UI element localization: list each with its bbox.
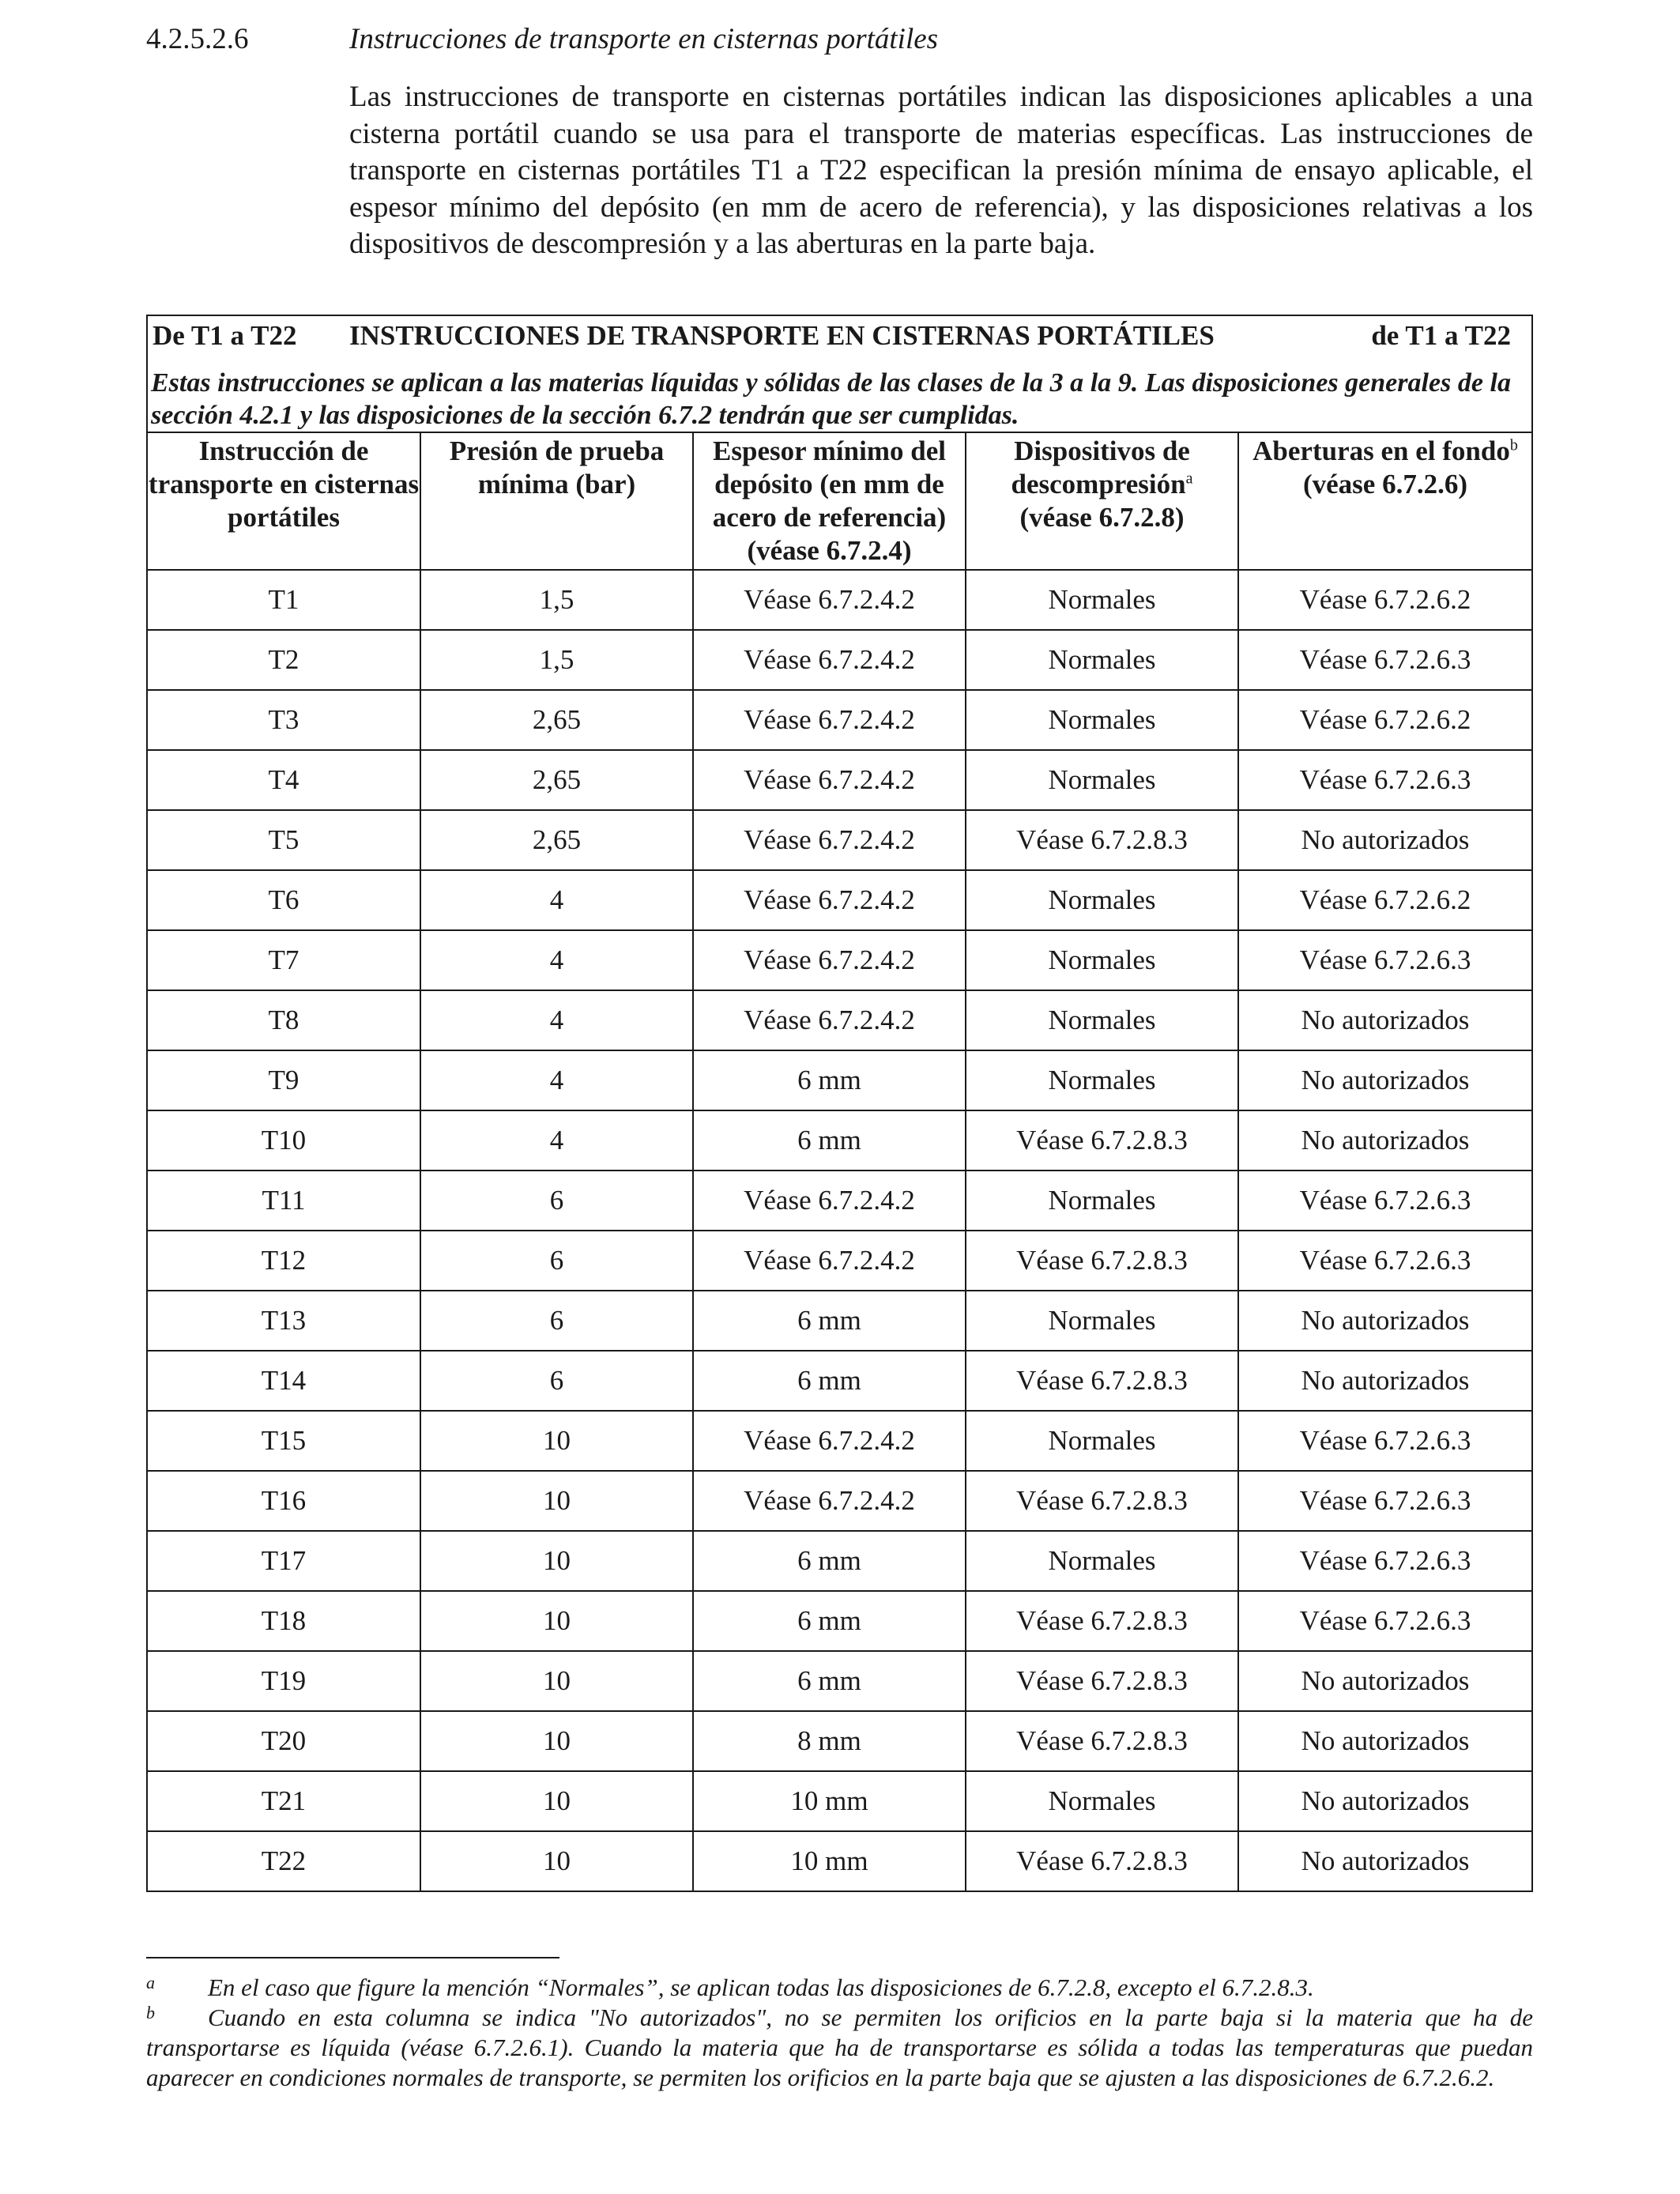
- cell-test-pressure: 6: [420, 1351, 693, 1411]
- cell-pressure-relief: Normales: [966, 1291, 1238, 1351]
- cell-instruction: T9: [148, 1050, 420, 1110]
- section-heading: [146, 22, 1553, 65]
- instructions-table: [146, 315, 1533, 1892]
- cell-pressure-relief: Véase 6.7.2.8.3: [966, 1711, 1238, 1771]
- cell-test-pressure: 1,5: [420, 630, 693, 690]
- cell-pressure-relief: Normales: [966, 1050, 1238, 1110]
- cell-pressure-relief: Normales: [966, 870, 1238, 930]
- cell-pressure-relief: Normales: [966, 1411, 1238, 1471]
- cell-bottom-openings: Véase 6.7.2.6.2: [1238, 570, 1531, 630]
- cell-bottom-openings: Véase 6.7.2.6.3: [1238, 1591, 1531, 1651]
- cell-instruction: T6: [148, 870, 420, 930]
- cell-test-pressure: 4: [420, 1110, 693, 1171]
- banner-title: INSTRUCCIONES DE TRANSPORTE EN CISTERNAS PORTÁTILES: [349, 320, 1215, 351]
- cell-bottom-openings: No autorizados: [1238, 1291, 1531, 1351]
- cell-instruction: T17: [148, 1531, 420, 1591]
- header-row: [148, 432, 1531, 570]
- cell-test-pressure: 10: [420, 1771, 693, 1831]
- cell-instruction: T12: [148, 1231, 420, 1291]
- table-note: Estas instrucciones se aplican a las materias líquidas y sólidas de las clases de la 3 a la 9. Las disposiciones generales de la sección 4.2.1 y las disposiciones de la sección 6.7.2 tendrán que ser cumplidas.: [151, 368, 1511, 430]
- header-bottom-openings: Aberturas en el fondo$^b$ (véase 6.7.2.6): [1238, 432, 1531, 570]
- cell-shell-thickness: Véase 6.7.2.4.2: [693, 570, 966, 630]
- table-row: [148, 1231, 1531, 1291]
- table-banner: [148, 316, 1531, 367]
- cell-instruction: T19: [148, 1651, 420, 1711]
- cell-shell-thickness: Véase 6.7.2.4.2: [693, 870, 966, 930]
- cell-shell-thickness: Véase 6.7.2.4.2: [693, 930, 966, 990]
- cell-shell-thickness: Véase 6.7.2.4.2: [693, 690, 966, 750]
- cell-bottom-openings: No autorizados: [1238, 1771, 1531, 1831]
- cell-instruction: T16: [148, 1471, 420, 1531]
- header-instruction: Instrucción de transporte en cisternas portátiles: [148, 432, 420, 570]
- cell-shell-thickness: 6 mm: [693, 1291, 966, 1351]
- table-row: [148, 1110, 1531, 1171]
- cell-instruction: T1: [148, 570, 420, 630]
- cell-bottom-openings: No autorizados: [1238, 1110, 1531, 1171]
- table-row: [148, 1471, 1531, 1531]
- cell-instruction: T14: [148, 1351, 420, 1411]
- table-row: [148, 1591, 1531, 1651]
- cell-pressure-relief: Normales: [966, 750, 1238, 810]
- table-row: [148, 750, 1531, 810]
- cell-test-pressure: 4: [420, 870, 693, 930]
- cell-pressure-relief: Normales: [966, 630, 1238, 690]
- cell-test-pressure: 10: [420, 1471, 693, 1531]
- cell-pressure-relief: Normales: [966, 1771, 1238, 1831]
- cell-test-pressure: 10: [420, 1411, 693, 1471]
- cell-instruction: T21: [148, 1771, 420, 1831]
- cell-bottom-openings: Véase 6.7.2.6.3: [1238, 1531, 1531, 1591]
- table-row: [148, 1411, 1531, 1471]
- table-row: [148, 1351, 1531, 1411]
- cell-test-pressure: 10: [420, 1651, 693, 1711]
- cell-shell-thickness: 8 mm: [693, 1711, 966, 1771]
- cell-shell-thickness: Véase 6.7.2.4.2: [693, 1411, 966, 1471]
- table-row: [148, 1531, 1531, 1591]
- cell-test-pressure: 1,5: [420, 570, 693, 630]
- cell-shell-thickness: Véase 6.7.2.4.2: [693, 1231, 966, 1291]
- cell-bottom-openings: Véase 6.7.2.6.3: [1238, 1411, 1531, 1471]
- cell-shell-thickness: Véase 6.7.2.4.2: [693, 810, 966, 870]
- cell-instruction: T10: [148, 1110, 420, 1171]
- table-row: [148, 1050, 1531, 1110]
- cell-pressure-relief: Véase 6.7.2.8.3: [966, 1591, 1238, 1651]
- cell-bottom-openings: Véase 6.7.2.6.3: [1238, 1171, 1531, 1231]
- table-row: [148, 630, 1531, 690]
- cell-shell-thickness: 6 mm: [693, 1591, 966, 1651]
- cell-instruction: T11: [148, 1171, 420, 1231]
- cell-instruction: T18: [148, 1591, 420, 1651]
- cell-pressure-relief: Normales: [966, 570, 1238, 630]
- cell-instruction: T13: [148, 1291, 420, 1351]
- table-row: [148, 930, 1531, 990]
- cell-pressure-relief: Véase 6.7.2.8.3: [966, 1231, 1238, 1291]
- table-row: [148, 570, 1531, 630]
- cell-bottom-openings: No autorizados: [1238, 810, 1531, 870]
- cell-test-pressure: 6: [420, 1231, 693, 1291]
- cell-shell-thickness: Véase 6.7.2.4.2: [693, 630, 966, 690]
- footnote-mark: b: [146, 2003, 155, 2022]
- cell-shell-thickness: 6 mm: [693, 1351, 966, 1411]
- section-title: Instrucciones de transporte en cisternas portátiles: [349, 23, 939, 55]
- cell-shell-thickness: Véase 6.7.2.4.2: [693, 990, 966, 1050]
- instructions-grid: [148, 432, 1531, 1891]
- cell-instruction: T2: [148, 630, 420, 690]
- cell-shell-thickness: 6 mm: [693, 1050, 966, 1110]
- table-row: [148, 690, 1531, 750]
- cell-pressure-relief: Normales: [966, 690, 1238, 750]
- footnote-a: [146, 1973, 1533, 2003]
- table-row: [148, 1771, 1531, 1831]
- cell-shell-thickness: 10 mm: [693, 1831, 966, 1891]
- cell-bottom-openings: No autorizados: [1238, 1831, 1531, 1891]
- cell-test-pressure: 10: [420, 1591, 693, 1651]
- table-row: [148, 1831, 1531, 1891]
- cell-test-pressure: 4: [420, 990, 693, 1050]
- cell-bottom-openings: Véase 6.7.2.6.2: [1238, 690, 1531, 750]
- cell-instruction: T7: [148, 930, 420, 990]
- cell-instruction: T3: [148, 690, 420, 750]
- cell-shell-thickness: Véase 6.7.2.4.2: [693, 1171, 966, 1231]
- header-test-pressure: Presión de prueba mínima (bar): [420, 432, 693, 570]
- cell-shell-thickness: 6 mm: [693, 1531, 966, 1591]
- table-row: [148, 870, 1531, 930]
- cell-test-pressure: 2,65: [420, 690, 693, 750]
- cell-pressure-relief: Véase 6.7.2.8.3: [966, 1471, 1238, 1531]
- table-row: [148, 990, 1531, 1050]
- cell-pressure-relief: Véase 6.7.2.8.3: [966, 1110, 1238, 1171]
- cell-pressure-relief: Normales: [966, 990, 1238, 1050]
- header-shell-thickness: Espesor mínimo del depósito (en mm de acero de referencia) (véase 6.7.2.4): [693, 432, 966, 570]
- footnote-ref-b: b: [1509, 436, 1518, 454]
- cell-instruction: T22: [148, 1831, 420, 1891]
- cell-test-pressure: 4: [420, 1050, 693, 1110]
- cell-pressure-relief: Normales: [966, 1171, 1238, 1231]
- cell-instruction: T20: [148, 1711, 420, 1771]
- cell-bottom-openings: No autorizados: [1238, 1050, 1531, 1110]
- cell-pressure-relief: Véase 6.7.2.8.3: [966, 1651, 1238, 1711]
- footnotes: [146, 1973, 1533, 2093]
- cell-bottom-openings: No autorizados: [1238, 1351, 1531, 1411]
- cell-bottom-openings: No autorizados: [1238, 990, 1531, 1050]
- table-body: [148, 570, 1531, 1891]
- table-row: [148, 1711, 1531, 1771]
- intro-paragraph: Las instrucciones de transporte en cisternas portátiles indican las disposiciones aplicables a una cisterna portátil cuando se usa para el transporte de materias específicas. Las instrucciones de transporte en cisternas portátiles T1 a T22 especifican la presión mínima de ensayo aplicable, el espesor mínimo del depósito (en mm de acero de referencia), y las disposiciones relativas a los dispositivos de descompresión y a las aberturas en la parte baja.: [349, 81, 1533, 260]
- footnote-b: [146, 2003, 1533, 2093]
- cell-shell-thickness: 6 mm: [693, 1110, 966, 1171]
- footnote-ref-a: a: [1185, 469, 1193, 488]
- cell-test-pressure: 6: [420, 1171, 693, 1231]
- cell-shell-thickness: Véase 6.7.2.4.2: [693, 1471, 966, 1531]
- cell-test-pressure: 10: [420, 1531, 693, 1591]
- table-row: [148, 1291, 1531, 1351]
- cell-bottom-openings: Véase 6.7.2.6.3: [1238, 630, 1531, 690]
- cell-instruction: T8: [148, 990, 420, 1050]
- cell-pressure-relief: Véase 6.7.2.8.3: [966, 1831, 1238, 1891]
- cell-pressure-relief: Véase 6.7.2.8.3: [966, 810, 1238, 870]
- cell-bottom-openings: Véase 6.7.2.6.3: [1238, 1231, 1531, 1291]
- footnote-text: En el caso que figure la mención “Normales”, se aplican todas las disposiciones de 6.7.2.8, excepto el 6.7.2.8.3.: [208, 1973, 1314, 2001]
- cell-bottom-openings: Véase 6.7.2.6.3: [1238, 1471, 1531, 1531]
- cell-test-pressure: 2,65: [420, 750, 693, 810]
- cell-shell-thickness: Véase 6.7.2.4.2: [693, 750, 966, 810]
- cell-pressure-relief: Normales: [966, 930, 1238, 990]
- footnote-text: Cuando en esta columna se indica "No autorizados", no se permiten los orificios en la parte baja si la materia que ha de transportarse es líquida (véase 6.7.2.6.1). Cuando la materia que ha de transportarse es sólida a todas las temperaturas que puedan aparecer en condiciones normales de transporte, se permiten los orificios en la parte baja que se ajusten a las disposiciones de 6.7.2.6.2.: [146, 2004, 1533, 2091]
- cell-test-pressure: 10: [420, 1831, 693, 1891]
- cell-bottom-openings: Véase 6.7.2.6.3: [1238, 750, 1531, 810]
- section-number: 4.2.5.2.6: [146, 23, 249, 55]
- banner-left-label: De T1 a T22: [153, 320, 297, 351]
- cell-test-pressure: 6: [420, 1291, 693, 1351]
- cell-test-pressure: 4: [420, 930, 693, 990]
- cell-test-pressure: 2,65: [420, 810, 693, 870]
- banner-right-label: de T1 a T22: [1371, 320, 1511, 351]
- cell-bottom-openings: No autorizados: [1238, 1711, 1531, 1771]
- cell-instruction: T15: [148, 1411, 420, 1471]
- table-row: [148, 1651, 1531, 1711]
- cell-instruction: T4: [148, 750, 420, 810]
- cell-instruction: T5: [148, 810, 420, 870]
- cell-pressure-relief: Normales: [966, 1531, 1238, 1591]
- cell-bottom-openings: No autorizados: [1238, 1651, 1531, 1711]
- footnote-mark: a: [146, 1973, 155, 1992]
- cell-pressure-relief: Véase 6.7.2.8.3: [966, 1351, 1238, 1411]
- table-row: [148, 1171, 1531, 1231]
- footnote-separator: [146, 1957, 559, 1958]
- cell-shell-thickness: 6 mm: [693, 1651, 966, 1711]
- table-row: [148, 810, 1531, 870]
- cell-test-pressure: 10: [420, 1711, 693, 1771]
- cell-shell-thickness: 10 mm: [693, 1771, 966, 1831]
- cell-bottom-openings: Véase 6.7.2.6.3: [1238, 930, 1531, 990]
- header-pressure-relief: Dispositivos de descompresión$^a$ (véase 6.7.2.8): [966, 432, 1238, 570]
- cell-bottom-openings: Véase 6.7.2.6.2: [1238, 870, 1531, 930]
